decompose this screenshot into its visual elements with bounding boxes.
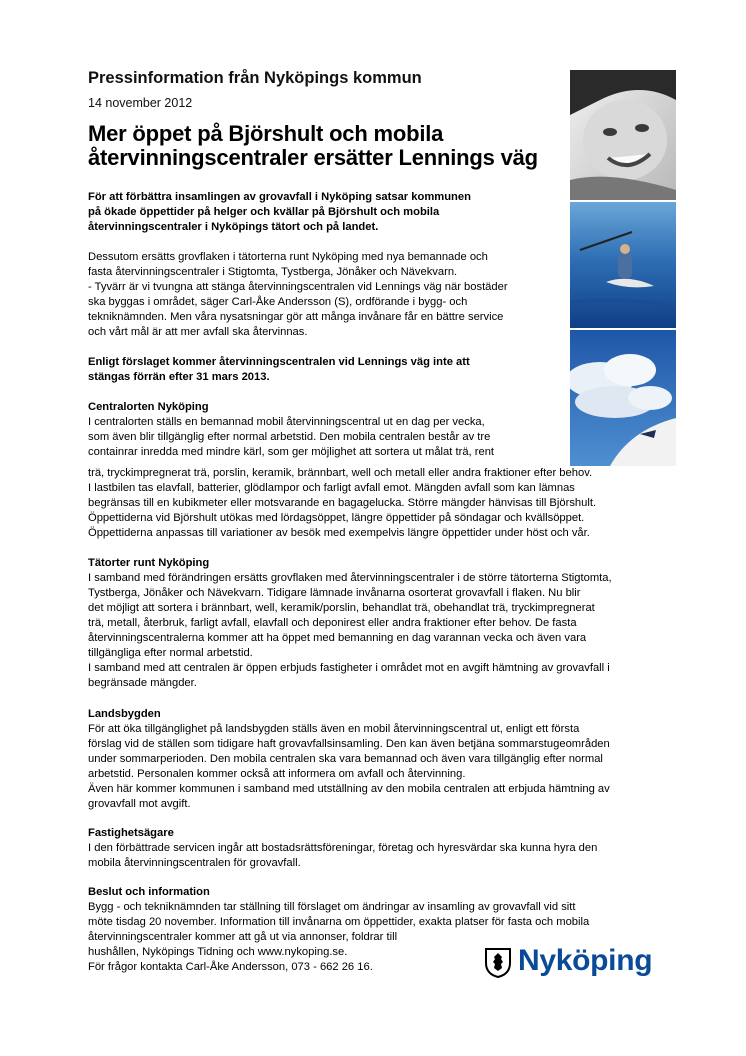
child-photo-image [570, 70, 676, 200]
kayak-photo [570, 202, 676, 328]
section-tatorter: Tätorter runt Nyköping I samband med förändringen ersätts grovflaken med återvinningscentraler i de större tätorterna Stigtomta, Tystberga, Jönåker och Nävekvarn. Tidigare lämnade invånarna osorterat grovavfall i flaken. Nu blir det möjligt att sortera i brännbart, well, keramik/porslin, behandlat trä, obehandlat trä, tryckimpregnerat trä, metall, återbruk, farligt avfall, elavfall och deponirest eller andra fraktioner efter behov. De fasta återvinningscentralerna kommer att ha öppet med bemanning en dag varannan vecka och även vara tillgängliga efter normal arbetstid. I samband med att centralen är öppen erbjuds fastigheter i området mot en avgift hämtning av grovavfall i begränsade mängder. [88, 556, 698, 691]
press-subheading: Pressinformation från Nyköpings kommun [88, 69, 422, 87]
sky-airplane-photo [570, 330, 676, 466]
closing-notice: Enligt förslaget kommer återvinningscentralen vid Lennings väg inte att stängas förrän efter 31 mars 2013. [88, 356, 470, 383]
child-photo [570, 70, 676, 200]
section-heading: Fastighetsägare [88, 827, 174, 839]
intro-paragraph: Dessutom ersätts grovflaken i tätorterna runt Nyköping med nya bemannade och fasta återvinningscentraler i Stigtomta, Tystberga, Jönåker och Nävekvarn. - Tyvärr är vi tvungna att stänga återvinningscentralen vid Lennings väg när bostäder ska byggas i området, säger Carl-Åke Andersson (S), ordförande i bygg- och tekniknämnden. Men våra nysatsningar gör att många invånare får en bättre service och vårt mål är att mer avfall ska återvinnas. [88, 251, 508, 338]
press-date: 14 november 2012 [88, 96, 193, 110]
lede-paragraph: För att förbättra insamlingen av grovavfall i Nyköping satsar kommunen på ökade öppettider på helger och kvällar på Björshult och mobila återvinningscentraler i Nyköpings tätort och på landet. [88, 191, 471, 233]
section-landsbygden: Landsbygden För att öka tillgänglighet på landsbygden ställs även en mobil återvinningscentral ut, enligt ett första förslag vid de ställen som tidigare haft grovavfallsinsamling. Den kan även betjäna sommarstugeområden under sommarperioden. Den mobila centralen ska vara bemannad och även vara tillgänglig efter normal arbetstid. Personalen kommer också att informera om avfall och återvinning. Även här kommer kommunen i samband med utställning av den mobila centralen att erbjuda hämtning av grovavfall mot avgift. [88, 707, 698, 812]
title-line: Mer öppet på Björshult och mobila [88, 121, 444, 146]
coat-of-arms-icon [484, 946, 512, 978]
page-title [88, 122, 568, 170]
section-heading: Beslut och information [88, 886, 210, 898]
section-fastighetsagare: Fastighetsägare I den förbättrade servicen ingår att bostadsrättsföreningar, företag och hyresvärdar ska kunna hyra den mobila återvinningscentralen för grovavfall. [88, 826, 698, 871]
sky-airplane-photo-image [570, 330, 676, 466]
section-heading: Tätorter runt Nyköping [88, 557, 210, 569]
section-centralorten: Centralorten Nyköping I centralorten ställs en bemannad mobil återvinningscentral ut en dag per vecka, som även blir tillgänglig efter normal arbetstid. Den mobila centralen består av tre containrar inredda med mindre kärl, som ger möjlighet att sortera ut målat trä, rent trä, tryckimpregnerat trä, porslin, keramik, brännbart, well och metall eller andra fraktioner efter behov. I lastbilen tas elavfall, batterier, glödlampor och farligt avfall emot. Mängden avfall som kan lämnas begränsas till en kubikmeter eller motsvarande en bagagelucka. Större mängder hänvisas till Björshult. Öppettiderna vid Björshult utökas med lördagsöppet, längre öppettider på söndagar och kvällsöppet. Öppettiderna anpassas till variationer av besök med exempelvis längre öppettider under höst och vår. [88, 400, 688, 541]
section-heading: Landsbygden [88, 708, 161, 720]
logo-wordmark: Nyköping [518, 944, 653, 977]
kayak-photo-image [570, 202, 676, 328]
section-beslut: Beslut och information Bygg - och tekniknämnden tar ställning till förslaget om ändringar av insamling av grovavfall vid sitt möte tisdag 20 november. Information till invånarna om öppettider, exakta platser för fasta och mobila återvinningscentraler kommer att gå ut via annonser, foldrar till hushållen, Nyköpings Tidning och www.nykoping.se. För frågor kontakta Carl-Åke Andersson, 073 - 662 26 16. [88, 885, 698, 975]
section-heading: Centralorten Nyköping [88, 401, 209, 413]
nykoping-logo [484, 946, 684, 980]
contact-line: För frågor kontakta Carl-Åke Andersson, 073 - 662 26 16. [88, 961, 373, 973]
title-line: återvinningscentraler ersätter Lennings väg [88, 145, 538, 170]
